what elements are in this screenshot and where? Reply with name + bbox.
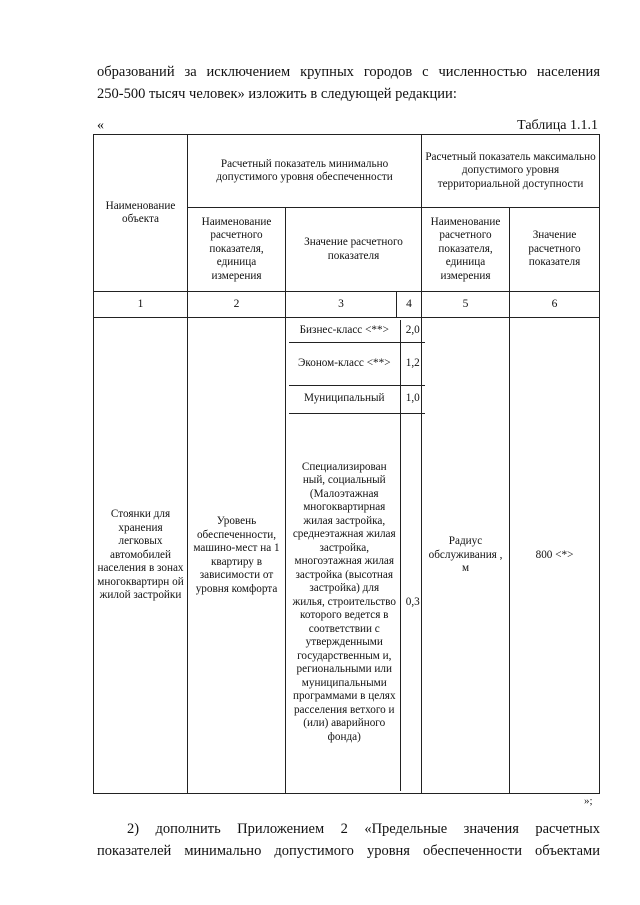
header-min-indicator-name: Наименование расчетного показателя, единица измерения: [188, 208, 286, 292]
header-object-name: Наименование объекта: [94, 135, 188, 292]
comfort-class-value: 1,2: [400, 342, 425, 385]
table-row: [289, 342, 425, 385]
header-min-indicator-value: Значение расчетного показателя: [286, 208, 422, 292]
opening-quote: «: [97, 118, 104, 133]
comfort-classes-table: [289, 320, 425, 791]
intro-line-2: 250-500 тысяч человек» изложить в следующей редакции:: [97, 86, 457, 102]
comfort-class-value: 1,0: [400, 385, 425, 413]
header-max-indicator-name: Наименование расчетного показателя, единица измерения: [422, 208, 510, 292]
indicator-cell: Уровень обеспеченности, машино-мест на 1 квартиру в зависимости от уровня комфорта: [188, 318, 286, 794]
table-row: [289, 413, 425, 791]
object-cell: Стоянки для хранения легковых автомобилей населения в зонах многоквартирн ой жилой застройки: [94, 318, 188, 794]
table-row: [289, 385, 425, 413]
item-2-paragraph: [97, 818, 600, 862]
comfort-class-label: Специализирован ный, социальный (Малоэтажная многоквартирная жилая застройка, среднеэтажная жилая застройка, многоэтажная жилая застройка (высотная застройка) для жилья, строительство которого ведется в соответствии с утвержденными государственным и, региональными или муниципальными программами в целях расселения ветхого и (или) аварийного фонда): [292, 460, 396, 743]
intro-line-1: образований за исключением крупных городов с численностью населения: [97, 64, 600, 80]
header-max-group: Расчетный показатель максимально допустимого уровня территориальной доступности: [422, 135, 600, 208]
intro-paragraph: [97, 61, 600, 105]
column-number: 3: [286, 292, 397, 318]
comfort-class-value: 0,3: [400, 413, 425, 791]
item-2-line-1: 2) дополнить Приложением 2 «Предельные значения расчетных: [127, 821, 600, 837]
table-row: [289, 320, 425, 342]
item-2-line-2: показателей минимально допустимого уровня обеспеченности объектами: [97, 843, 600, 859]
column-number: 2: [188, 292, 286, 318]
comfort-class-label: Бизнес-класс <**>: [289, 320, 400, 342]
comfort-class-label: Эконом-класс <**>: [289, 342, 400, 385]
max-indicator-cell: Радиус обслуживания , м: [422, 318, 510, 794]
column-number: 4: [397, 292, 422, 318]
comfort-classes-cell: [286, 318, 422, 794]
indicator-table: [93, 134, 600, 794]
header-min-group: Расчетный показатель минимально допустимого уровня обеспеченности: [188, 135, 422, 208]
closing-quote: »;: [584, 795, 593, 807]
comfort-class-label: Муниципальный: [289, 385, 400, 413]
max-value-cell: 800 <*>: [510, 318, 600, 794]
column-number: 1: [94, 292, 188, 318]
comfort-class-value: 2,0: [400, 320, 425, 342]
table-caption: Таблица 1.1.1: [517, 118, 598, 133]
header-max-indicator-value: Значение расчетного показателя: [510, 208, 600, 292]
column-number: 5: [422, 292, 510, 318]
column-number: 6: [510, 292, 600, 318]
